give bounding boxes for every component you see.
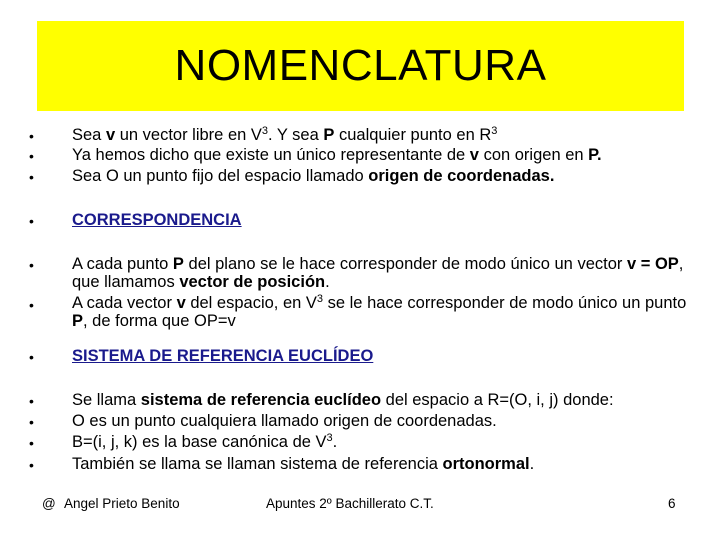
paragraph-origen: Sea O un punto fijo del espacio llamado origen de coordenadas. [72,167,555,185]
paragraph-punto-o: O es un punto cualquiera llamado origen de coordenadas. [72,412,497,430]
bullet: • [29,457,34,473]
paragraph-ortonormal: También se llama se llaman sistema de referencia ortonormal. [72,455,535,473]
section-correspondencia[interactable]: CORRESPONDENCIA [72,211,242,229]
bullet: • [29,414,34,430]
slide-title: NOMENCLATURA [174,41,547,90]
section-sistema-referencia[interactable]: SISTEMA DE REFERENCIA EUCLÍDEO [72,347,374,365]
bullet: • [29,169,34,185]
bullet: • [29,435,34,451]
paragraph-vector-libre: Sea v un vector libre en $V^3$. Y sea P cualquier punto en $R^3$ [72,125,498,144]
bullet: • [29,393,34,409]
bullet: • [29,148,34,164]
paragraph-vector-posicion: A cada punto P del plano se le hace corresponder de modo único un vector v = OP, que llamamos vector de posición. [72,255,684,291]
bullet: • [29,349,34,365]
title-banner [37,21,684,111]
paragraph-representante: Ya hemos dicho que existe un único representante de v con origen en P. [72,146,602,164]
footer-author: Angel Prieto Benito [64,496,180,511]
bullet: • [29,257,34,273]
paragraph-punto-espacio: A cada vector v del espacio, en $V^3$ se le hace corresponder de modo único un punto P, de forma que OP=v [72,293,687,330]
footer-copyright: @ [42,496,56,511]
bullet: • [29,213,34,229]
paragraph-definicion-sistema: Se llama sistema de referencia euclídeo del espacio a R=(O, i, j) donde: [72,391,614,409]
paragraph-base-canonica: B=(i, j, k) es la base canónica de $V^3$. [72,432,338,451]
footer-page-number: 6 [668,496,676,511]
bullet: • [29,297,34,313]
bullet: • [29,128,34,144]
footer-course: Apuntes 2º Bachillerato C.T. [266,496,434,511]
